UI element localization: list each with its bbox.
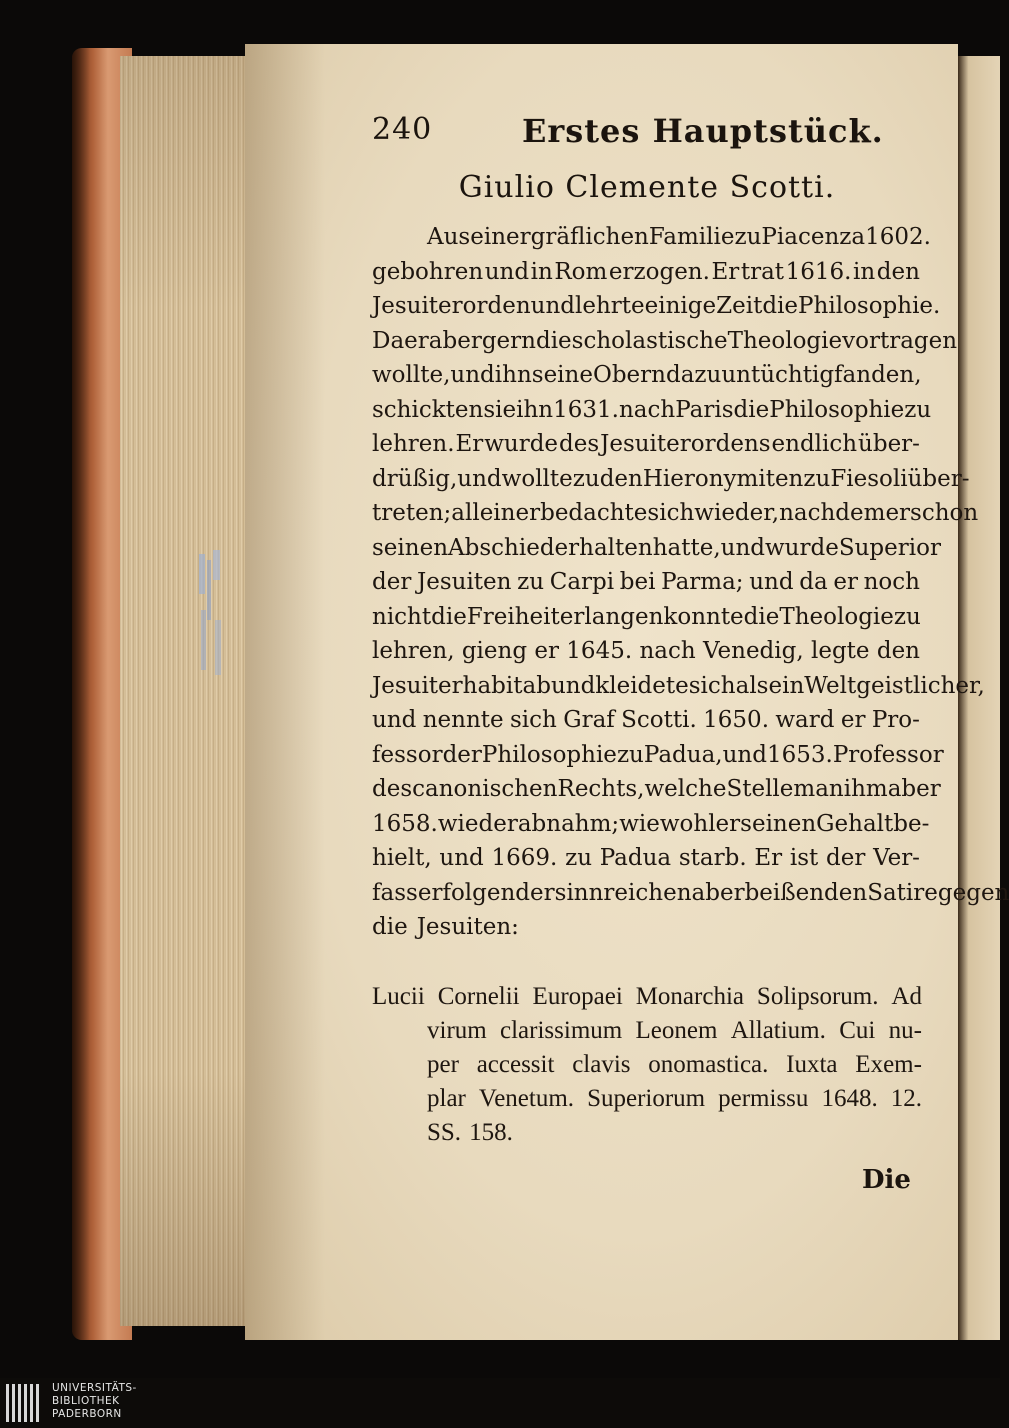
body-line: Da er aber gern die scholastische Theologie vortragen: [372, 327, 958, 354]
body-line: 1658. wieder abnahm; wiewohl er seinen Gehalt be-: [372, 810, 930, 837]
body-line: die Jesuiten:: [372, 914, 519, 940]
page-edges-shadow: [120, 56, 250, 1326]
bibliography-line: virum clarissimum Leonem Allatium. Cui nu-: [427, 1017, 922, 1044]
library-logo-text: [52, 1382, 137, 1421]
library-stamp-icon: [193, 550, 229, 680]
body-line: Jesuiterorden und lehrte einige Zeit die Philosophie.: [372, 293, 941, 319]
body-line: des canonischen Rechts, welche Stelle man ihm aber: [372, 776, 941, 802]
body-line: hielt, und 1669. zu Padua starb. Er ist der Ver-: [372, 845, 920, 871]
body-line: gebohren und in Rom erzogen. Er trat 1616. in den: [372, 258, 920, 285]
bibliography-entry: [372, 980, 922, 1150]
body-line: wollte, und ihn seine Obern dazu untüchtig fanden,: [372, 362, 922, 388]
page-gutter: [245, 44, 325, 1340]
body-line: drüßig, und wollte zu den Hieronymiten zu Fiesoli über-: [372, 465, 970, 492]
page-number: 240: [372, 112, 433, 147]
body-line: der Jesuiten zu Carpi bei Parma; und da er noch: [372, 569, 920, 595]
logo-line-1: UNIVERSITÄTS-: [52, 1382, 137, 1394]
body-line: schickten sie ihn 1631. nach Paris die Philosophie zu: [372, 396, 932, 423]
catchword: Die: [862, 1165, 911, 1195]
bibliography-line: Lucii Cornelii Europaei Monarchia Solipsorum. Ad: [372, 983, 922, 1010]
body-line: Aus einer gräflichen Familie zu Piacenza 1602.: [427, 224, 931, 250]
page-header: [372, 112, 922, 152]
body-line: lehren. Er wurde des Jesuiterordens endlich über-: [372, 431, 920, 457]
logo-line-2: BIBLIOTHEK: [52, 1395, 120, 1407]
body-line: fasser folgender sinnreichen aber beißenden Satire gegen: [372, 879, 1009, 906]
logo-line-3: PADERBORN: [52, 1408, 122, 1420]
body-line: fessor der Philosophie zu Padua, und 1653. Professor: [372, 741, 944, 768]
body-line: lehren, gieng er 1645. nach Venedig, legte den: [372, 638, 920, 664]
running-title: Erstes Hauptstück.: [522, 112, 884, 150]
bibliography-line: per accessit clavis onomastica. Iuxta Exem-: [427, 1051, 922, 1078]
body-line: seinen Abschied erhalten hatte, und wurde Superior: [372, 534, 941, 561]
footer-bar: [0, 1378, 1000, 1428]
body-line: und nennte sich Graf Scotti. 1650. ward er Pro-: [372, 707, 920, 733]
bibliography-line: plar Venetum. Superiorum permissu 1648. 12.: [427, 1085, 922, 1112]
body-line: nicht die Freiheit erlangen konnte die Theologie zu: [372, 603, 921, 630]
body-text: [372, 220, 1009, 945]
library-logo-icon: [6, 1384, 46, 1422]
body-line: Jesuiterhabit ab und kleidete sich als ein Weltgeistlicher,: [372, 672, 985, 699]
bibliography-line: SS. 158.: [427, 1119, 513, 1146]
cover-shadow: [72, 48, 90, 1340]
body-line: treten; allein er bedachte sich wieder, nachdem er schon: [372, 500, 979, 526]
entry-title: Giulio Clemente Scotti.: [458, 170, 836, 205]
